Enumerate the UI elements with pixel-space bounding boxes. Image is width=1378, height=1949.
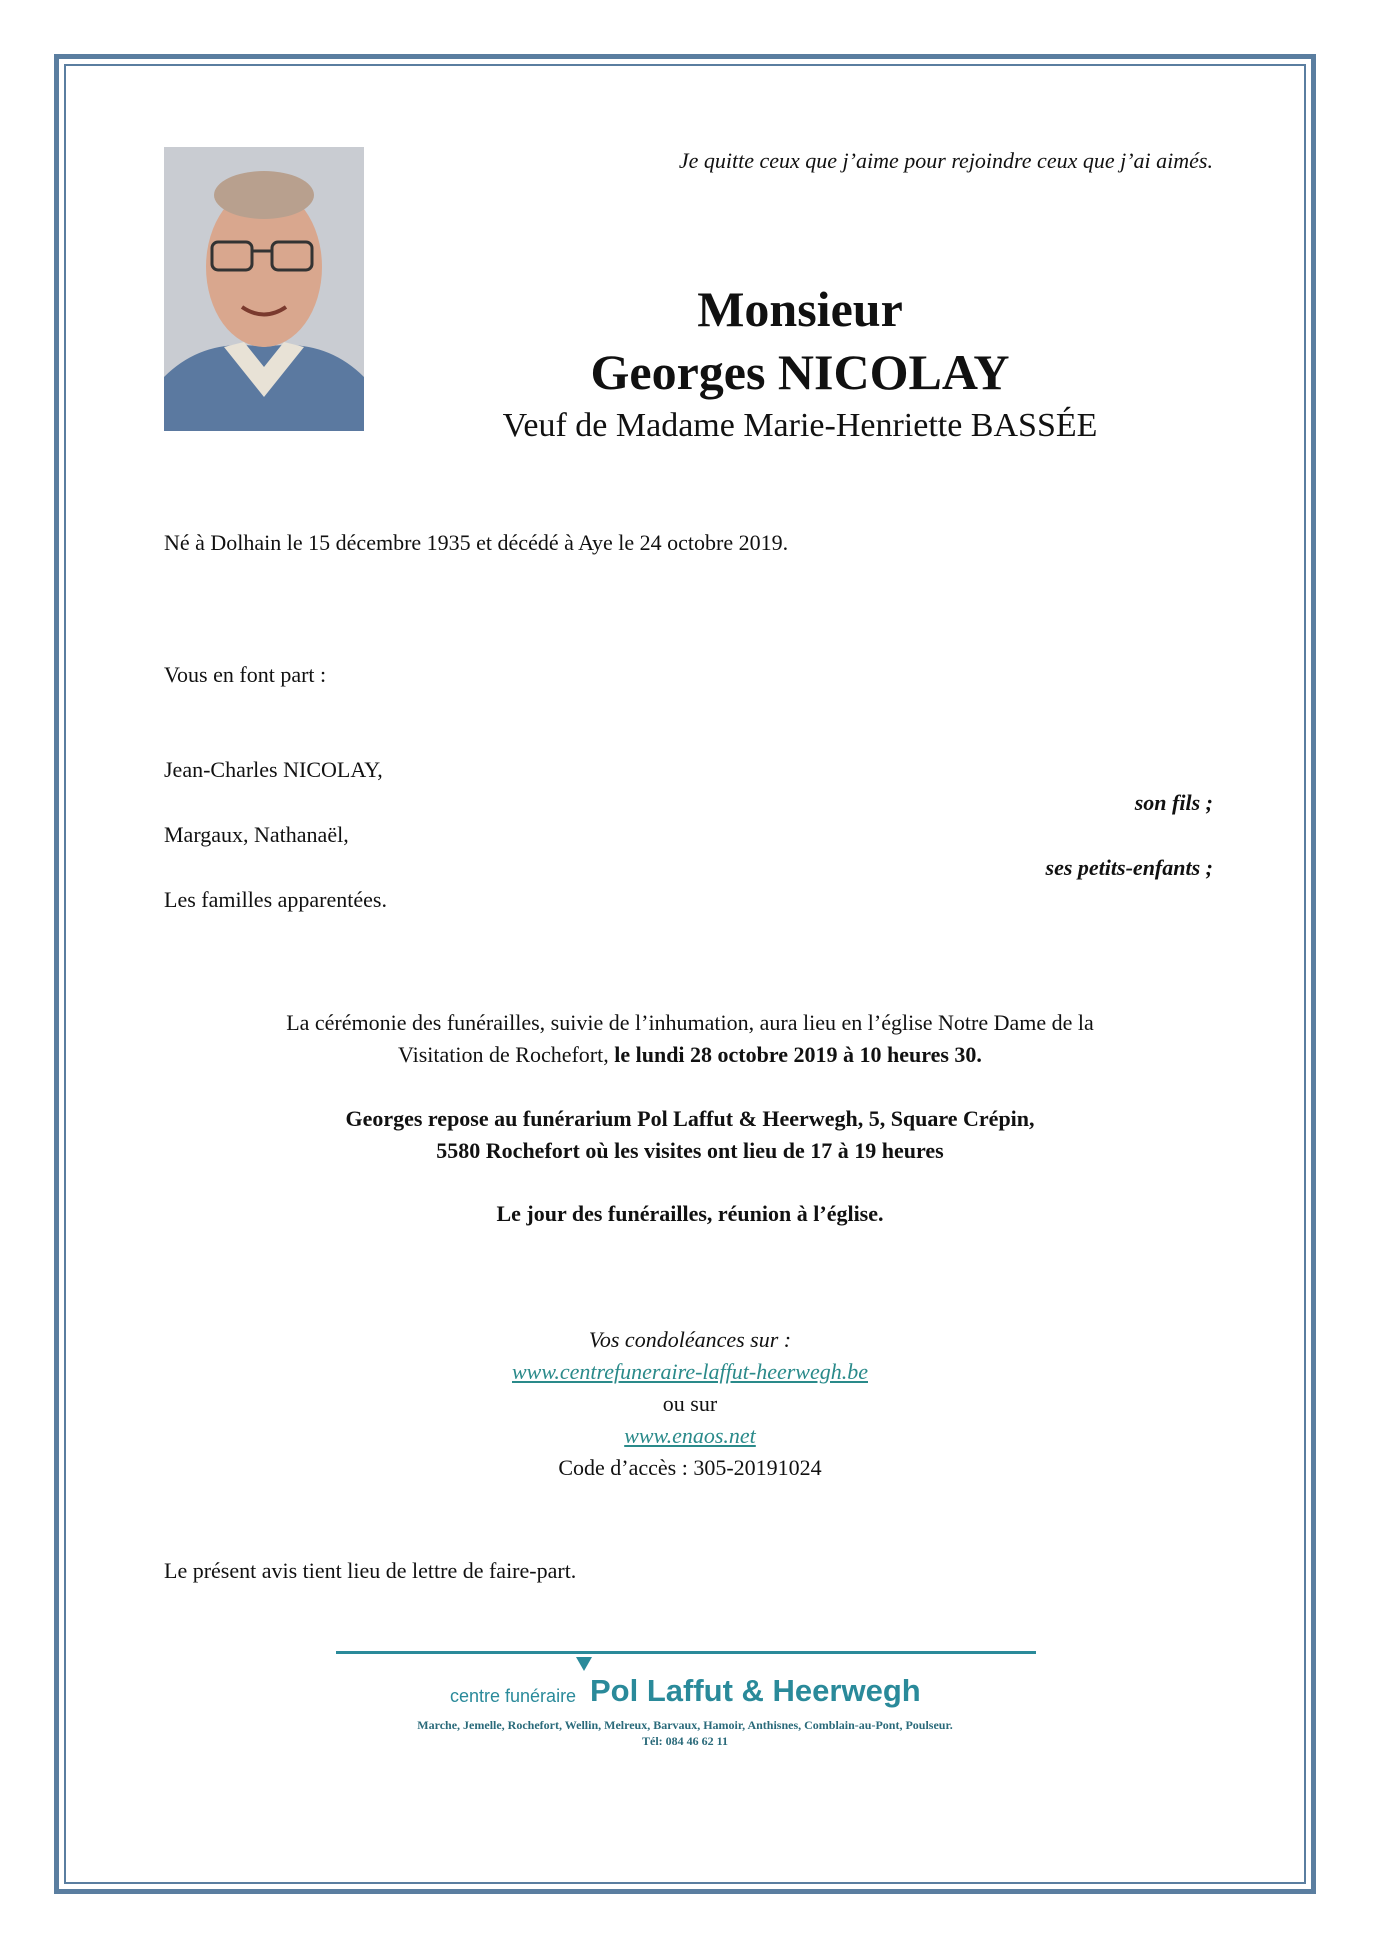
family-relation: ses petits-enfants ; — [1045, 855, 1213, 880]
logo-subtitle: centre funéraire — [450, 1686, 577, 1706]
condolences-or: ou sur — [662, 1391, 718, 1416]
family-member: Margaux, Nathanaël, — [164, 822, 349, 847]
ceremony-date: le lundi 28 octobre 2019 à 10 heures 30. — [614, 1042, 982, 1067]
deceased-name: Georges NICOLAY — [590, 344, 1010, 400]
family-member: Les familles apparentées. — [164, 887, 387, 912]
notice-line: Le présent avis tient lieu de lettre de faire-part. — [164, 1558, 577, 1583]
logo-towns: Marche, Jemelle, Rochefort, Wellin, Melreux, Barvaux, Hamoir, Anthisnes, Comblain-au-Pont, Poulseur. — [417, 1718, 953, 1732]
visit-line: 5580 Rochefort où les visites ont lieu de 17 à 19 heures — [436, 1138, 944, 1163]
ceremony-line: La cérémonie des funérailles, suivie de l’inhumation, aura lieu en l’église Notre Dame de la — [286, 1010, 1094, 1035]
reunion-text: Le jour des funérailles, réunion à l’église. — [496, 1201, 884, 1226]
visit-text — [120, 1103, 1260, 1167]
condolences-block — [120, 1324, 1260, 1484]
ceremony-text — [120, 1007, 1260, 1071]
enaos-link[interactable]: www.enaos.net — [624, 1423, 756, 1448]
logo-rule — [336, 1651, 1036, 1654]
condolences-link[interactable]: www.centrefuneraire-laffut-heerwegh.be — [512, 1359, 868, 1384]
logo-phone: Tél: 084 46 62 11 — [642, 1734, 728, 1748]
family-member: Jean-Charles NICOLAY, — [164, 757, 383, 782]
birth-death-line: Né à Dolhain le 15 décembre 1935 et décédé à Aye le 24 octobre 2019. — [164, 530, 789, 555]
logo-brand: Pol Laffut & Heerwegh — [590, 1673, 921, 1708]
ceremony-place: Visitation de Rochefort, — [398, 1042, 609, 1067]
widow-line: Veuf de Madame Marie-Henriette BASSÉE — [502, 407, 1098, 444]
family-relation: son fils ; — [1134, 790, 1213, 815]
honorific: Monsieur — [697, 281, 903, 337]
condolences-intro: Vos condoléances sur : — [588, 1327, 792, 1352]
ceremony-line — [120, 1039, 1260, 1071]
access-code: Code d’accès : 305-20191024 — [558, 1455, 822, 1480]
logo-triangle-icon — [576, 1657, 592, 1671]
announcers-intro: Vous en font part : — [164, 662, 327, 687]
visit-line: Georges repose au funérarium Pol Laffut & Heerwegh, 5, Square Crépin, — [345, 1106, 1035, 1131]
epitaph-quote: Je quitte ceux que j’aime pour rejoindre ceux que j’ai aimés. — [678, 148, 1213, 173]
